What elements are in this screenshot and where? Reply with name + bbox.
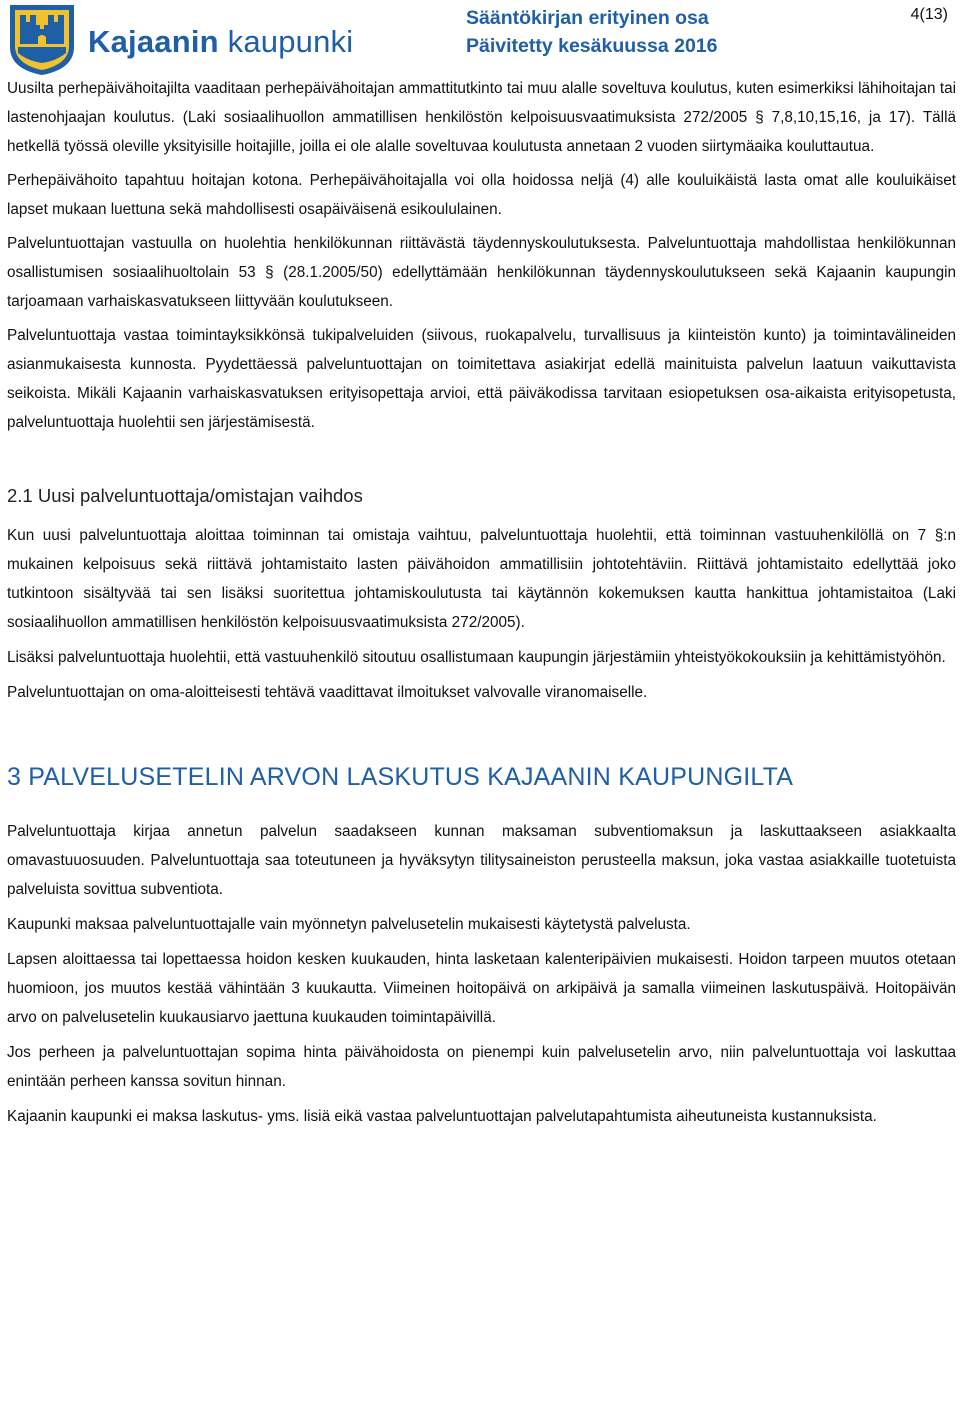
logo-text-bold: Kajaanin [88, 24, 219, 59]
castle-crest-icon [8, 3, 76, 77]
paragraph: Kun uusi palveluntuottaja aloittaa toiminnan tai omistaja vaihtuu, palveluntuottaja huolehtii, että toiminnan vastuuhenkilöllä on 7 §:n mukainen kelpoisuus sekä riittävä johtamistaito lasten päivähoidon ammatillisiin johtotehtäviin. Riittävä johtamistaito edellyttää joko tutkintoon sisältyvää tai sen lisäksi suoritettua johtamiskoulutusta tai käytännön kokemuksen kautta hankittua johtamistaitoa (Laki sosiaalihuollon ammatillisen henkilöstön kelpoisuusvaatimuksista 272/2005). [7, 527, 956, 631]
section-heading-2-1: 2.1 Uusi palveluntuottaja/omistajan vaihdos [7, 485, 363, 506]
paragraph: Kaupunki maksaa palveluntuottajalle vain myönnetyn palvelusetelin mukaisesti käytetystä palvelusta. [7, 916, 691, 933]
paragraph: Palveluntuottajan on oma-aloitteisesti tehtävä vaadittavat ilmoitukset valvovalle viranomaiselle. [7, 684, 648, 701]
logo-text-light: kaupunki [227, 24, 354, 59]
document-title [466, 4, 718, 60]
paragraph: Lapsen aloittaessa tai lopettaessa hoidon kesken kuukauden, hinta lasketaan kalenteripäivien mukaisesti. Hoidon tarpeen muutos otetaan huomioon, jos muutos kestää vähintään 3 kuukautta. Viimeinen hoitopäivä on arkipäivä ja samalla viimeinen laskutuspäivä. Hoitopäivän arvo on palvelusetelin kuukausiarvo jaettuna kuukauden toimintapäivillä. [7, 951, 956, 1026]
document-title-line1: Sääntökirjan erityinen osa [466, 7, 709, 29]
paragraph: Uusilta perhepäivähoitajilta vaaditaan perhepäivähoitajan ammattitutkinto tai muu alalle soveltuva koulutus, kuten esimerkiksi lähihoitajan tai lastenohjaajan koulutus. (Laki sosiaalihuollon ammatillisen henkilöstön kelpoisuusvaatimuksista 272/2005 § 7,8,10,15,16, ja 17). Tällä hetkellä työssä oleville yksityisille hoitajille, joilla ei ole alalle soveltuvaa koulutusta annetaan 2 vuoden siirtymäaika kouluttautua. [7, 80, 956, 155]
paragraph: Perhepäivähoito tapahtuu hoitajan kotona. Perhepäivähoitajalla voi olla hoidossa neljä (4) alle kouluikäistä lasta omat alle kouluikäiset lapset mukaan luettuna sekä mahdollisesti osapäiväisenä esikoululainen. [7, 172, 956, 218]
paragraph: Kajaanin kaupunki ei maksa laskutus- yms. lisiä eikä vastaa palveluntuottajan palvelutapahtumista aiheutuneista kustannuksista. [7, 1108, 877, 1125]
paragraph: Palveluntuottaja kirjaa annetun palvelun saadakseen kunnan maksaman subventiomaksun ja laskuttaakseen asiakkaalta omavastuuosuuden. Palveluntuottaja saa toteutuneen ja hyväksytyn tilitysaineiston perusteella maksun, joka vastaa asiakkaille tuotetuista palveluista sovittua subventiota. [7, 823, 956, 898]
page-number: 4(13) [910, 6, 948, 23]
document-title-line2: Päivitetty kesäkuussa 2016 [466, 35, 718, 57]
page-header [0, 0, 960, 80]
paragraph: Lisäksi palveluntuottaja huolehtii, että vastuuhenkilö sitoutuu osallistumaan kaupungin järjestämiin yhteistyökokouksiin ja kehittämistyöhön. [7, 649, 946, 666]
paragraph: Jos perheen ja palveluntuottajan sopima hinta päivähoidosta on pienempi kuin palvelusetelin arvo, niin palveluntuottaja voi laskuttaa enintään perheen kanssa sovitun hinnan. [7, 1044, 956, 1090]
paragraph: Palveluntuottajan vastuulla on huolehtia henkilökunnan riittävästä täydennyskoulutuksesta. Palveluntuottaja mahdollistaa henkilökunnan osallistumisen sosiaalihuoltolain 53 § (28.1.2005/50) edellyttämään henkilökunnan täydennyskoulutukseen sekä Kajaanin kaupungin tarjoamaan varhaiskasvatukseen liittyvään koulutukseen. [7, 235, 956, 310]
document-body [7, 74, 956, 1131]
section-heading-3: 3 PALVELUSETELIN ARVON LASKUTUS KAJAANIN KAUPUNGILTA [7, 763, 794, 791]
paragraph: Palveluntuottaja vastaa toimintayksikkönsä tukipalveluiden (siivous, ruokapalvelu, turvallisuus ja kiinteistön kunto) ja toimintavälineiden asianmukaisesta kunnosta. Pyydettäessä palveluntuottajan on toimitettava asiakirjat edellä mainituista palvelun laatuun vaikuttavista seikoista. Mikäli Kajaanin varhaiskasvatuksen erityisopettaja arvioi, että päiväkodissa tarvitaan esiopetuksen osa-aikaista erityisopetusta, palveluntuottaja huolehtii sen järjestämisestä. [7, 327, 956, 431]
city-logo-text [88, 24, 353, 60]
